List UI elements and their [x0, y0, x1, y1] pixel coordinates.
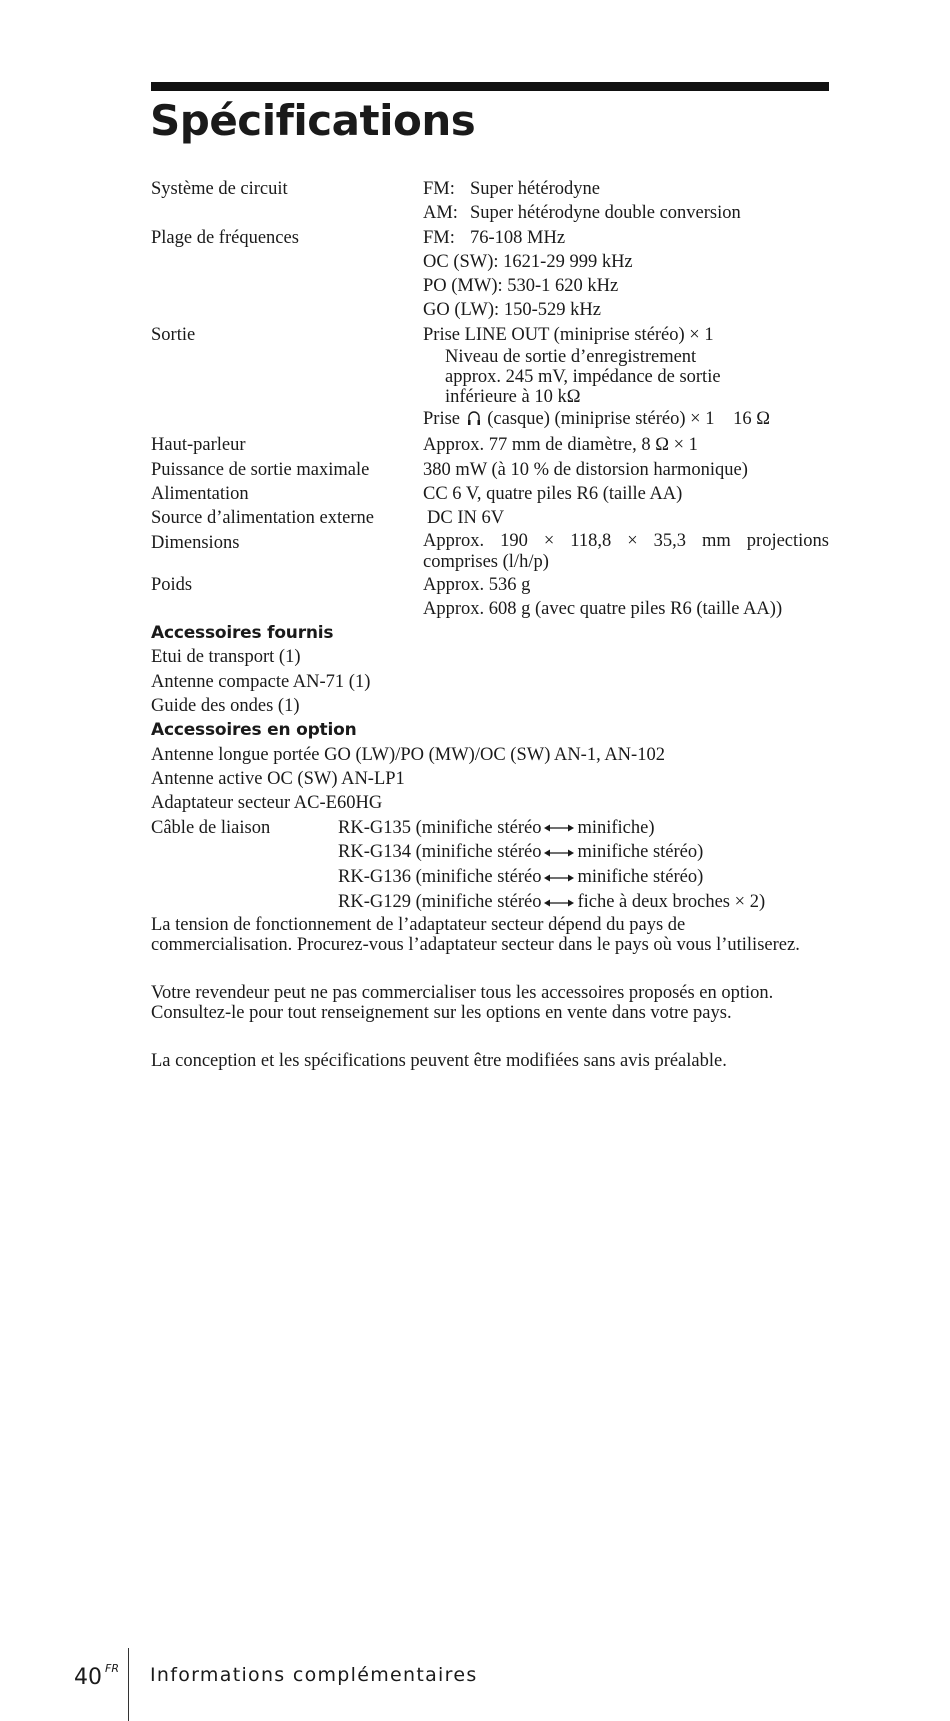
dealer-note: Votre revendeur peut ne pas commercialiser tous les accessoires proposés en option. Consultez-le pour tout renseignement sur les options en vente dans votre pays. [151, 983, 774, 1024]
spec-row-weight [151, 573, 829, 622]
spec-label: Puissance de sortie maximale [151, 459, 370, 480]
spec-value: 380 mW (à 10 % de distorsion harmonique) [423, 459, 748, 480]
line-out-detail: inférieure à 10 kΩ [445, 387, 581, 408]
list-item: Guide des ondes (1) [151, 696, 300, 717]
language-code: FR [105, 1662, 119, 1675]
weight-with-batteries: Approx. 608 g (avec quatre piles R6 (taille AA)) [423, 598, 783, 619]
double-arrow-icon [544, 816, 574, 840]
spec-label: Source d’alimentation externe [151, 508, 374, 529]
spec-row-frequency [151, 226, 829, 323]
spec-row-external-power [151, 506, 829, 530]
page-title: Spécifications [150, 96, 476, 145]
spec-label: Dimensions [151, 532, 240, 553]
spec-value: Approx. 190 × 118,8 × 35,3 mm projections comprises (l/h/p) [423, 530, 829, 572]
headphone-impedance: 16 Ω [733, 409, 770, 430]
fm-circuit: Super hétérodyne [470, 179, 600, 199]
supplied-accessories-heading: Accessoires fournis [151, 623, 334, 644]
cable-item: RK-G135 (minifiche stéréo minifiche) [338, 816, 829, 841]
footer-divider [128, 1648, 129, 1721]
spec-value: DC IN 6V [427, 508, 505, 529]
spec-label: Système de circuit [151, 179, 288, 199]
spec-value [423, 226, 829, 323]
spec-label: Plage de fréquences [151, 227, 299, 248]
spec-value [423, 323, 829, 434]
spec-label: Haut-parleur [151, 435, 246, 456]
headphone-jack: Prise (casque) (miniprise stéréo) × 1 16 Ω [423, 407, 829, 433]
double-arrow-icon [544, 891, 574, 915]
line-out-detail: Niveau de sortie d’enregistrement [445, 347, 697, 368]
list-item: Antenne compacte AN-71 (1) [151, 671, 371, 692]
oc-range: OC (SW): 1621-29 999 kHz [423, 251, 633, 272]
spec-value [423, 573, 829, 622]
headphone-icon [467, 409, 481, 433]
title-rule [151, 82, 829, 91]
spec-row-circuit [151, 177, 829, 226]
line-out-detail: approx. 245 mV, impédance de sortie [445, 367, 721, 388]
spec-value: Approx. 77 mm de diamètre, 8 Ω × 1 [423, 435, 698, 456]
cable-list [151, 816, 829, 916]
spec-label: Alimentation [151, 483, 249, 504]
spec-row-output [151, 323, 829, 434]
optional-accessories-heading: Accessoires en option [151, 720, 357, 741]
band-tag: AM: [423, 203, 458, 224]
page-number: 40 $^{FR}$ [74, 1662, 119, 1690]
spec-row-max-power [151, 458, 829, 482]
list-item: Etui de transport (1) [151, 647, 301, 668]
po-range: PO (MW): 530-1 620 kHz [423, 276, 619, 297]
cable-item: RK-G134 (minifiche stéréo minifiche stéréo) [338, 840, 829, 865]
list-item: Antenne active OC (SW) AN-LP1 [151, 768, 405, 789]
spec-list [151, 177, 829, 1071]
double-arrow-icon [544, 866, 574, 890]
list-item: Antenne longue portée GO (LW)/PO (MW)/OC (SW) AN-1, AN-102 [151, 744, 665, 765]
spec-row-power [151, 482, 829, 506]
list-item: Adaptateur secteur AC-E60HG [151, 793, 383, 814]
double-arrow-icon [544, 841, 574, 865]
spec-value: CC 6 V, quatre piles R6 (taille AA) [423, 483, 683, 504]
spec-label: Poids [151, 574, 193, 595]
section-name: Informations complémentaires [150, 1664, 478, 1686]
weight-without-batteries: Approx. 536 g [423, 574, 531, 595]
spec-row-dimensions [151, 531, 829, 573]
fm-range: 76-108 MHz [470, 227, 566, 248]
spec-row-speaker [151, 433, 829, 457]
cable-item: RK-G129 (minifiche stéréo fiche à deux broches × 2) [338, 890, 829, 915]
go-range: GO (LW): 150-529 kHz [423, 300, 601, 321]
design-note: La conception et les spécifications peuvent être modifiées sans avis préalable. [151, 1051, 727, 1072]
cable-label: Câble de liaison [151, 817, 271, 838]
line-out: Prise LINE OUT (miniprise stéréo) × 1 [423, 324, 714, 345]
am-circuit: Super hétérodyne double conversion [470, 203, 741, 224]
spec-value [423, 177, 829, 226]
cable-item: RK-G136 (minifiche stéréo minifiche stéréo) [338, 865, 829, 890]
band-tag: FM: [423, 179, 455, 199]
voltage-note: La tension de fonctionnement de l’adaptateur secteur dépend du pays de commercialisation. Procurez-vous l’adaptateur secteur dans le pays où vous l’utiliserez. [151, 915, 800, 956]
spec-label: Sortie [151, 324, 196, 345]
band-tag: FM: [423, 227, 455, 248]
